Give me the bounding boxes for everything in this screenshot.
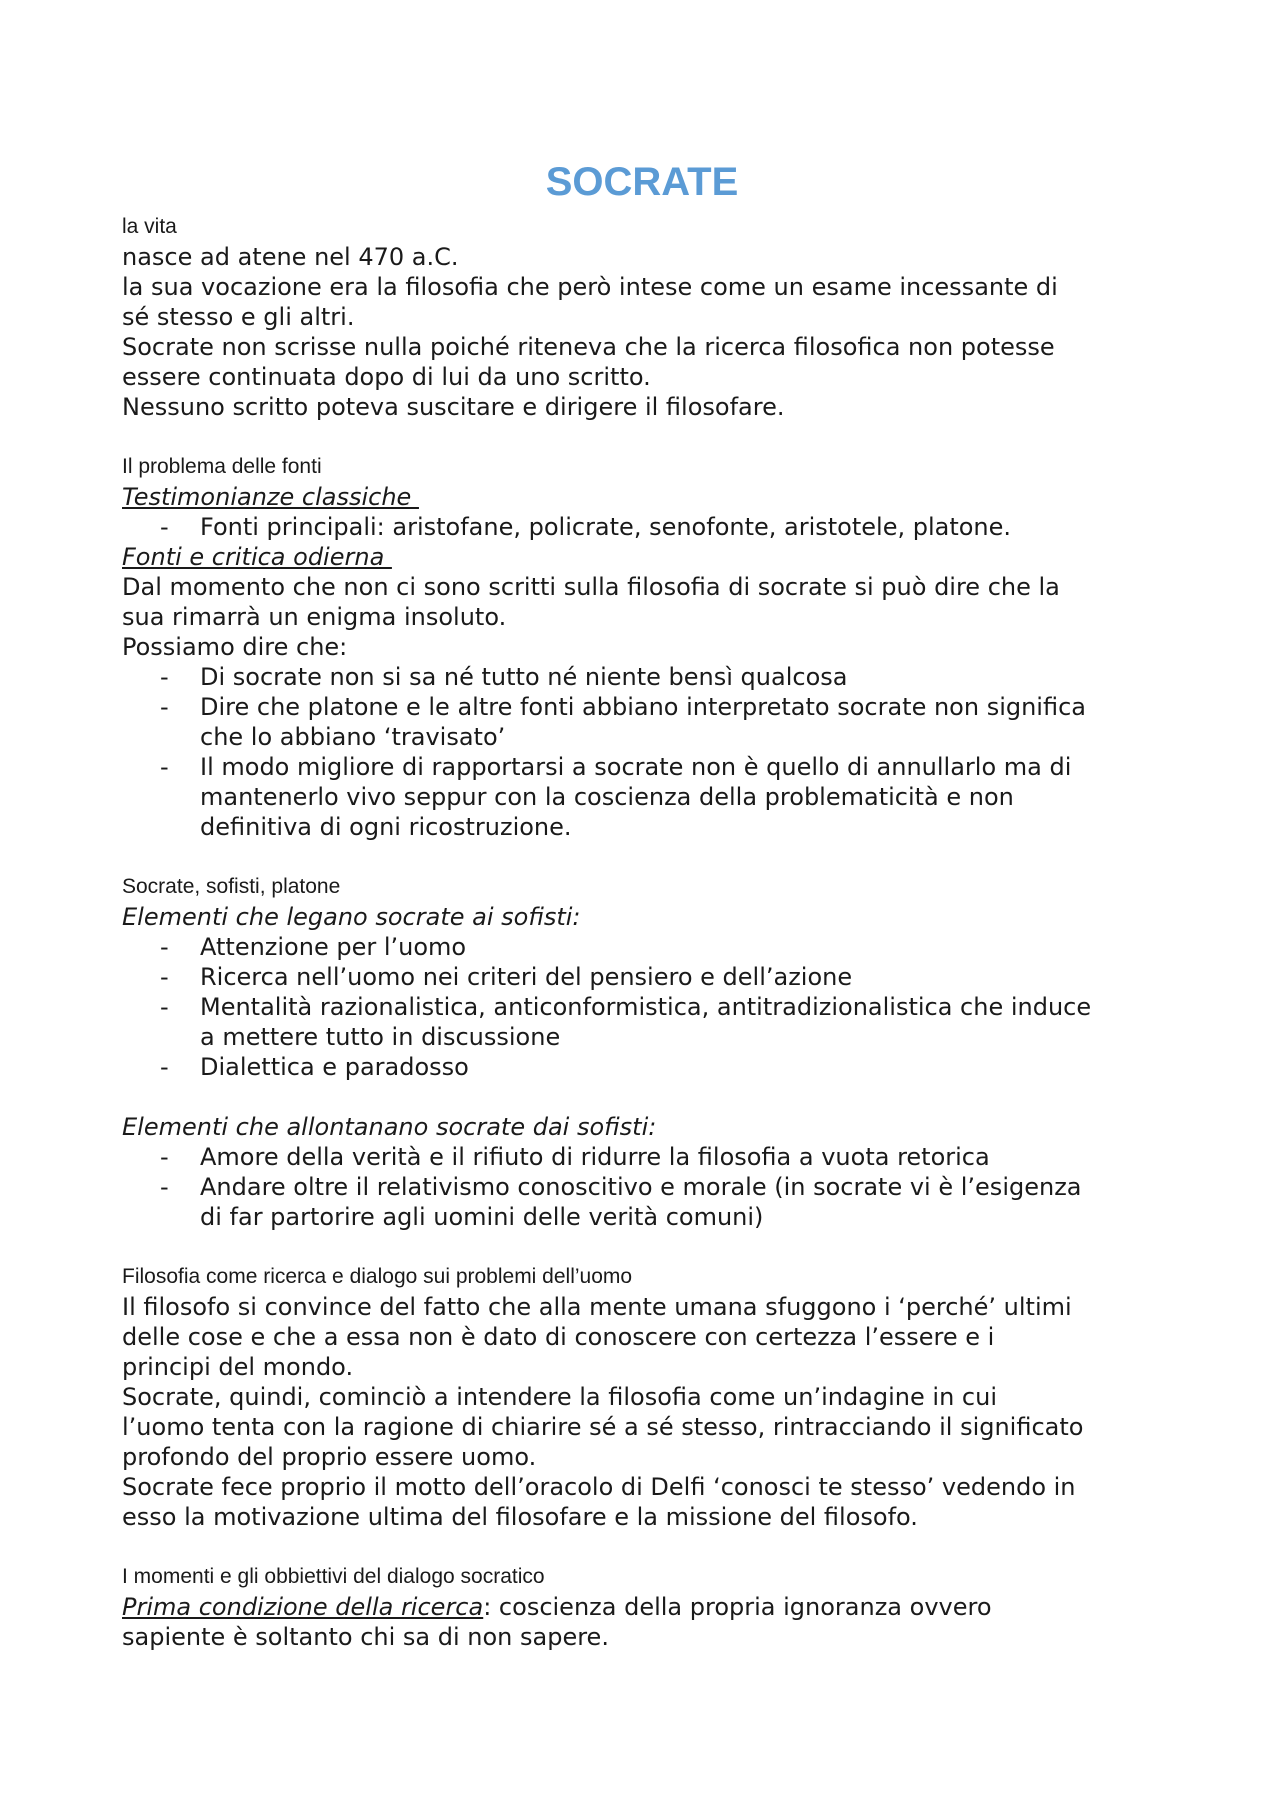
text-line: Prima condizione della ricerca: coscienza della propria ignoranza ovvero — [122, 1593, 992, 1621]
section-heading-sofisti: Socrate, sofisti, platone — [122, 875, 341, 898]
text-line: nasce ad atene nel 470 a.C. — [122, 243, 459, 271]
text-line: la sua vocazione era la filosofia che però intese come un esame incessante di — [122, 273, 1058, 301]
text-line: principi del mondo. — [122, 1353, 354, 1381]
section-sofisti — [122, 872, 1182, 1232]
prima-condizione-label: Prima condizione della ricerca — [122, 1593, 484, 1621]
text-line: Nessuno scritto poteva suscitare e dirigere il filosofare. — [122, 393, 785, 421]
list-item: - Di socrate non si sa né tutto né niente bensì qualcosa — [160, 663, 848, 691]
subheading-allontanano: Elementi che allontanano socrate dai sofisti: — [122, 1113, 657, 1141]
subheading-legano: Elementi che legano socrate ai sofisti: — [122, 903, 581, 931]
list-possiamo-dire — [122, 662, 1182, 842]
subheading-fonti-critica: Fonti e critica odierna — [122, 543, 392, 571]
text-line: Socrate fece proprio il motto dell’oracolo di Delfi ‘conosci te stesso’ vedendo in — [122, 1473, 1076, 1501]
subheading-testimonianze: Testimonianze classiche — [122, 483, 419, 511]
text-line: profondo del proprio essere uomo. — [122, 1443, 537, 1471]
section-vita — [122, 212, 1182, 422]
list-allontanano — [122, 1142, 1182, 1232]
section-fonti — [122, 452, 1182, 842]
document-title: SOCRATE — [545, 160, 739, 204]
list-item: - Andare oltre il relativismo conoscitivo e morale (in socrate vi è l’esigenza di far partorire agli uomini delle verità comuni) — [160, 1173, 1082, 1231]
text-line: Possiamo dire che: — [122, 633, 348, 661]
list-item: - Attenzione per l’uomo — [160, 933, 467, 961]
section-filosofia — [122, 1262, 1182, 1532]
list-item: - Amore della verità e il rifiuto di ridurre la filosofia a vuota retorica — [160, 1143, 990, 1171]
text-line: delle cose e che a essa non è dato di conoscere con certezza l’essere e i — [122, 1323, 995, 1351]
list-testimonianze — [122, 512, 1182, 542]
list-item: - Ricerca nell’uomo nei criteri del pensiero e dell’azione — [160, 963, 853, 991]
text-line: Socrate non scrisse nulla poiché riteneva che la ricerca filosofica non potesse — [122, 333, 1055, 361]
list-legano — [122, 932, 1182, 1082]
text-line: sua rimarrà un enigma insoluto. — [122, 603, 507, 631]
text-line: essere continuata dopo di lui da uno scritto. — [122, 363, 651, 391]
section-heading-vita: la vita — [122, 215, 177, 238]
section-heading-fonti: Il problema delle fonti — [122, 455, 322, 478]
section-dialogo — [122, 1562, 1182, 1652]
text-line: Dal momento che non ci sono scritti sulla filosofia di socrate si può dire che la — [122, 573, 1060, 601]
text-line: sapiente è soltanto chi sa di non sapere. — [122, 1623, 609, 1651]
list-item: - Mentalità razionalistica, anticonformistica, antitradizionalistica che induce a mettere tutto in discussione — [160, 993, 1092, 1051]
text-line: sé stesso e gli altri. — [122, 303, 355, 331]
list-item: - Fonti principali: aristofane, policrate, senofonte, aristotele, platone. — [160, 513, 1012, 541]
text-line: esso la motivazione ultima del filosofare e la missione del filosofo. — [122, 1503, 918, 1531]
list-item: - Dire che platone e le altre fonti abbiano interpretato socrate non significa che lo abbiano ‘travisato’ — [160, 693, 1086, 751]
text-line: Socrate, quindi, cominciò a intendere la filosofia come un’indagine in cui — [122, 1383, 997, 1411]
document-content — [122, 212, 1182, 1652]
text-line: Il filosofo si convince del fatto che alla mente umana sfuggono i ‘perché’ ultimi — [122, 1293, 1072, 1321]
section-heading-dialogo: I momenti e gli obbiettivi del dialogo socratico — [122, 1565, 545, 1588]
text-line: l’uomo tenta con la ragione di chiarire sé a sé stesso, rintracciando il significato — [122, 1413, 1084, 1441]
section-heading-filosofia: Filosofia come ricerca e dialogo sui problemi dell’uomo — [122, 1265, 633, 1288]
list-item: - Il modo migliore di rapportarsi a socrate non è quello di annullarlo ma di mantenerlo vivo seppur con la coscienza della problematicità e non definitiva di ogni ricostruzione. — [160, 753, 1072, 841]
list-item: - Dialettica e paradosso — [160, 1053, 469, 1081]
